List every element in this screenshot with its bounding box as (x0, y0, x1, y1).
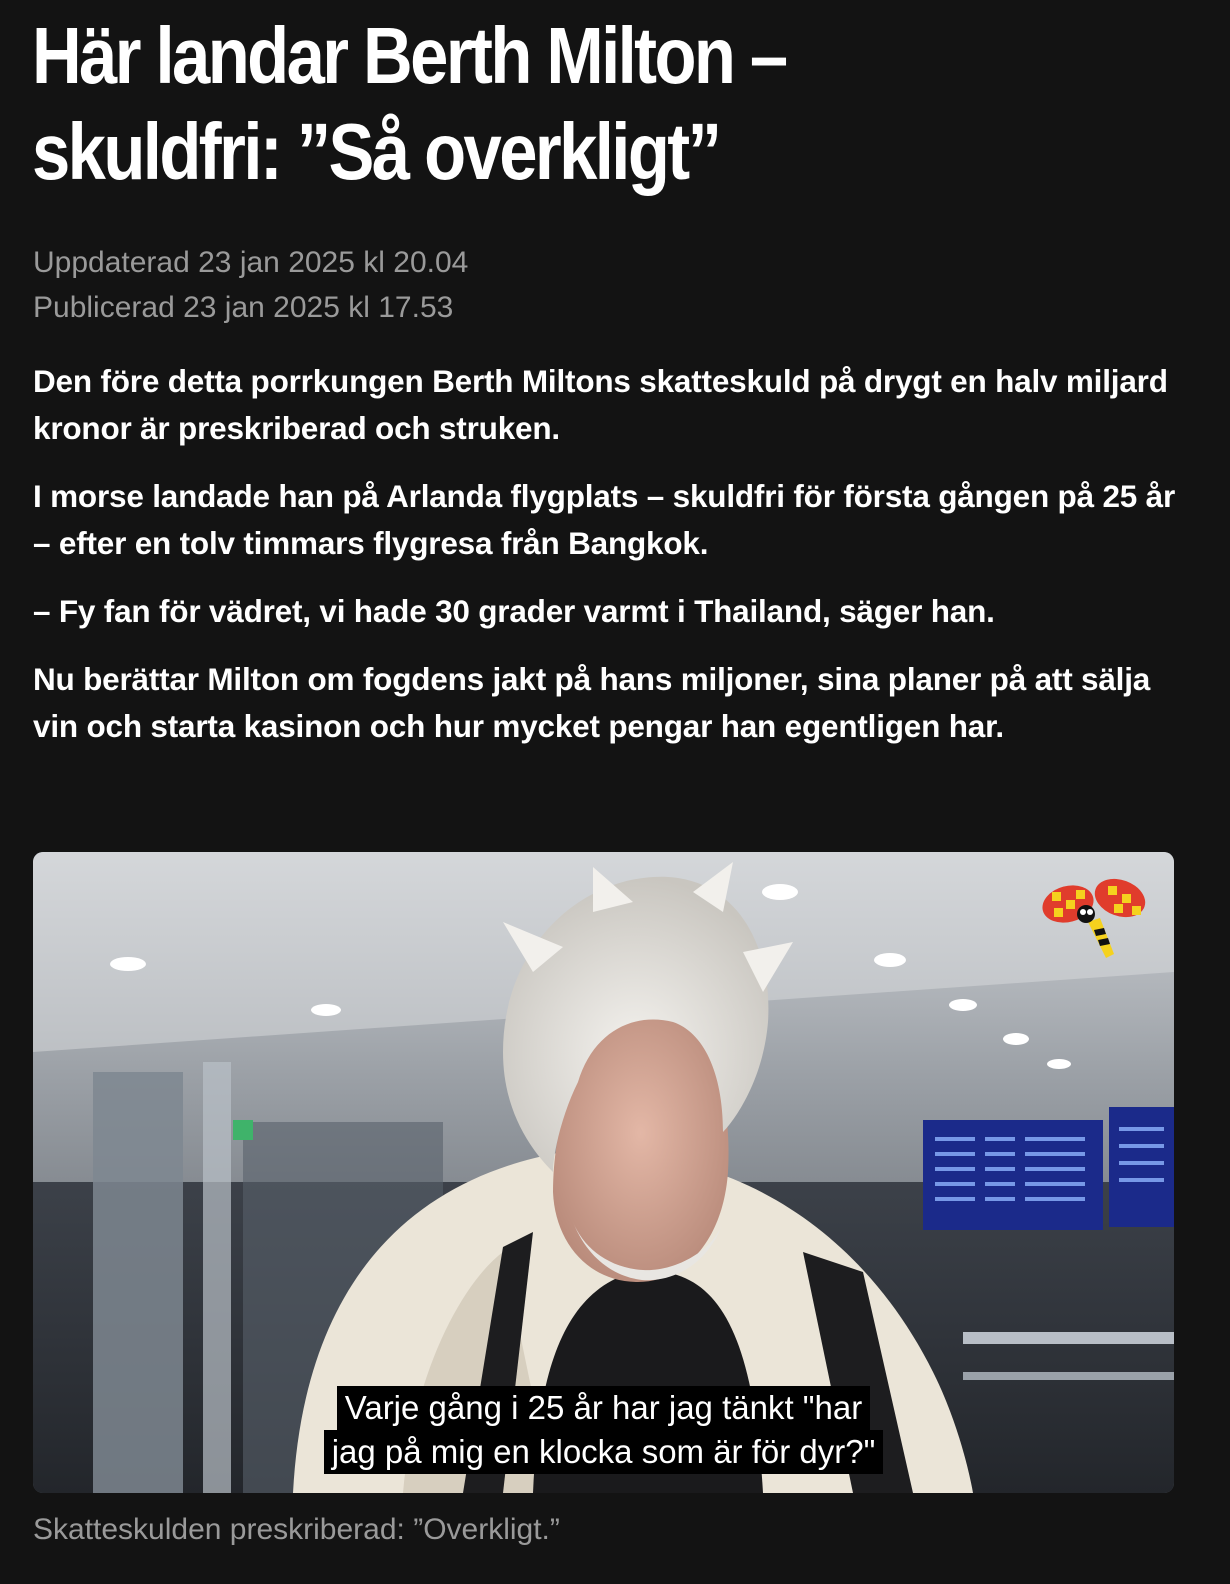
article-dates (33, 240, 468, 330)
article-headline (32, 8, 1030, 200)
video-subtitles (33, 1386, 1174, 1474)
lead-paragraph: I morse landade han på Arlanda flygplats – skuldfri för första gången på 25 år – efter en tolv timmars flygresa från Bangkok. (33, 478, 1176, 561)
lead-paragraph: Nu berättar Milton om fogdens jakt på hans miljoner, sina planer på att sälja vin och starta kasinon och hur mycket pengar han egentligen har. (33, 661, 1151, 744)
subtitle-line-2: jag på mig en klocka som är för dyr?" (324, 1430, 884, 1474)
headline-line-2: skuldfri: ”Så overkligt” (32, 107, 720, 196)
headline-line-1: Här landar Berth Milton – (32, 11, 786, 100)
lead-paragraph: – Fy fan för vädret, vi hade 30 grader varmt i Thailand, säger han. (33, 593, 995, 629)
updated-date: Uppdaterad 23 jan 2025 kl 20.04 (33, 246, 469, 279)
subtitle-line-1: Varje gång i 25 år har jag tänkt "har (337, 1386, 870, 1430)
published-date: Publicerad 23 jan 2025 kl 17.53 (33, 291, 454, 324)
video-caption: Skatteskulden preskriberad: ”Overkligt.” (33, 1513, 560, 1546)
article-lead (33, 358, 1183, 771)
video-player[interactable] (33, 852, 1174, 1493)
wasp-icon (1040, 874, 1148, 960)
lead-paragraph: Den före detta porrkungen Berth Miltons skatteskuld på drygt en halv miljard kronor är preskriberad och struken. (33, 363, 1168, 446)
